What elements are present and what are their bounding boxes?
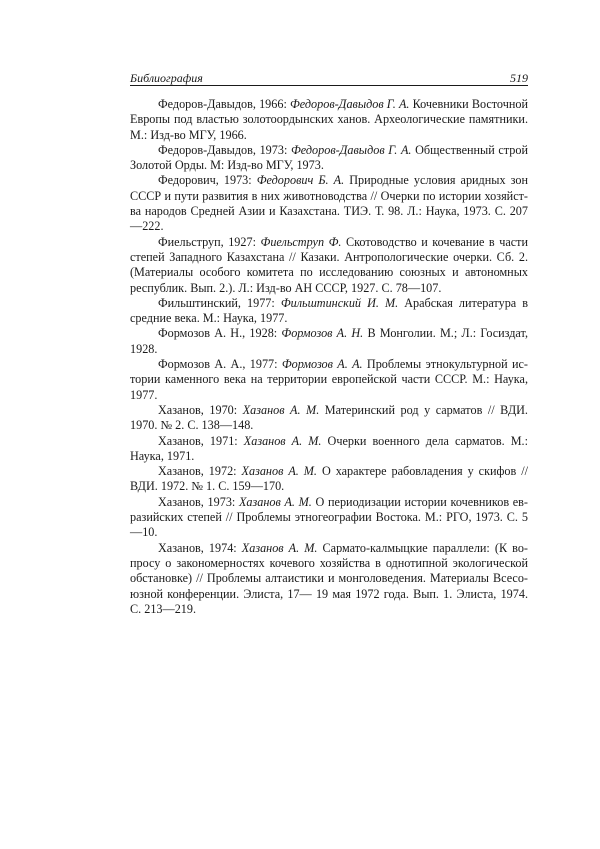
bibliography-entry bbox=[130, 97, 528, 143]
bibliography-entry bbox=[130, 464, 528, 495]
entry-text: О характере рабовладения у скифов // ВДИ. 1972. № 1. С. 159—170. bbox=[130, 464, 528, 494]
bibliography-entry bbox=[130, 173, 528, 234]
entry-text: Проблемы этнокультурной ис-тории каменного века на территории европейской части СССР. М.: Наука, 1977. bbox=[130, 357, 528, 402]
entry-key: Фильштинский, 1977: bbox=[158, 295, 281, 310]
bibliography-entry bbox=[130, 434, 528, 465]
entry-key: Хазанов, 1970: bbox=[158, 402, 243, 417]
entry-key: Формозов А. Н., 1928: bbox=[158, 326, 282, 341]
entry-key: Хазанов, 1973: bbox=[158, 494, 239, 509]
entry-text: Природные условия аридных зон СССР и пути развития в них животноводства // Очерки по истории хозяйст-ва народов Средней Азии и Казахстана. ТИЭ. Т. 98. Л.: Наука, 1973. С. 207—222. bbox=[130, 173, 529, 234]
running-head-title: Библиография bbox=[130, 71, 203, 85]
entry-key: Хазанов, 1974: bbox=[158, 540, 242, 555]
entry-author: Формозов А. Н. bbox=[281, 326, 364, 341]
entry-key: Федорович, 1973: bbox=[158, 173, 257, 188]
entry-author: Фиельструп Ф. bbox=[260, 234, 342, 249]
bibliography-entry bbox=[130, 357, 528, 403]
entry-key: Хазанов, 1971: bbox=[158, 433, 244, 448]
entry-key: Формозов А. А., 1977: bbox=[158, 357, 282, 372]
entry-text: Скотоводство и кочевание в части степей Западного Казахстана // Казаки. Антропологические очерки. Сб. 2. (Материалы особого комитета по исследованию союзных и автономных республик. Вып. 2.). Л.: Изд-во АН СССР, 1927. С. 78—107. bbox=[130, 234, 529, 295]
bibliography-entry bbox=[130, 235, 528, 296]
bibliography-entry bbox=[130, 495, 528, 541]
entry-text: Сармато-калмыцкие параллели: (К во-просу о закономерностях кочевого хозяйства в однотипной экологической обстановке) // Проблемы алтаистики и монголоведения. Материалы Всесо-юзной конференции. Элиста, 17— 19 мая 1972 года. Вып. 1. Элиста, 1974. С. 213—219. bbox=[130, 540, 528, 616]
entry-author: Хазанов А. М. bbox=[241, 464, 317, 479]
entry-key: Федоров-Давыдов, 1966: bbox=[158, 97, 290, 111]
entry-author: Федорович Б. А. bbox=[256, 173, 345, 188]
entry-author: Федоров-Давыдов Г. А. bbox=[290, 142, 412, 157]
bibliography-entry bbox=[130, 143, 528, 174]
entry-author: Хазанов А. М. bbox=[242, 402, 320, 417]
entry-text: Материнский род у сарматов // ВДИ. 1970. № 2. С. 138—148. bbox=[130, 402, 528, 433]
entry-author: Хазанов А. М. bbox=[243, 433, 322, 448]
bibliography-entry bbox=[130, 403, 528, 434]
entry-key: Хазанов, 1972: bbox=[158, 464, 242, 479]
entry-text: Очерки военного дела сарматов. М.: Наука, 1971. bbox=[130, 433, 528, 463]
page-number: 519 bbox=[510, 71, 528, 85]
bibliography-entry bbox=[130, 326, 528, 357]
bibliography-entry bbox=[130, 541, 528, 617]
entry-text: Общественный строй Золотой Орды. М: Изд-во МГУ, 1973. bbox=[130, 142, 528, 173]
bibliography-list bbox=[130, 97, 528, 617]
entry-text: О периодизации истории кочевников ев-разийских степей // Проблемы этногеографии Востока. М.: РГО, 1973. С. 5—10. bbox=[130, 494, 528, 540]
bibliography-entry bbox=[130, 296, 528, 327]
entry-key: Фиельструп, 1927: bbox=[158, 234, 261, 249]
entry-author: Фильштинский И. М. bbox=[280, 295, 399, 310]
entry-text: Кочевники Восточной Европы под властью золотоордынских ханов. Археологические памятники. М.: Изд-во МГУ, 1966. bbox=[130, 97, 528, 142]
entry-author: Хазанов А. М. bbox=[238, 494, 312, 509]
entry-author: Федоров-Давыдов Г. А. bbox=[289, 97, 410, 111]
entry-author: Формозов А. А. bbox=[281, 357, 363, 372]
running-head bbox=[130, 70, 528, 86]
entry-key: Федоров-Давыдов, 1973: bbox=[158, 142, 291, 157]
entry-text: В Монголии. М.; Л.: Госиздат, 1928. bbox=[130, 326, 528, 356]
entry-text: Арабская литература в средние века. М.: Наука, 1977. bbox=[130, 295, 528, 326]
entry-author: Хазанов А. М. bbox=[241, 540, 318, 555]
